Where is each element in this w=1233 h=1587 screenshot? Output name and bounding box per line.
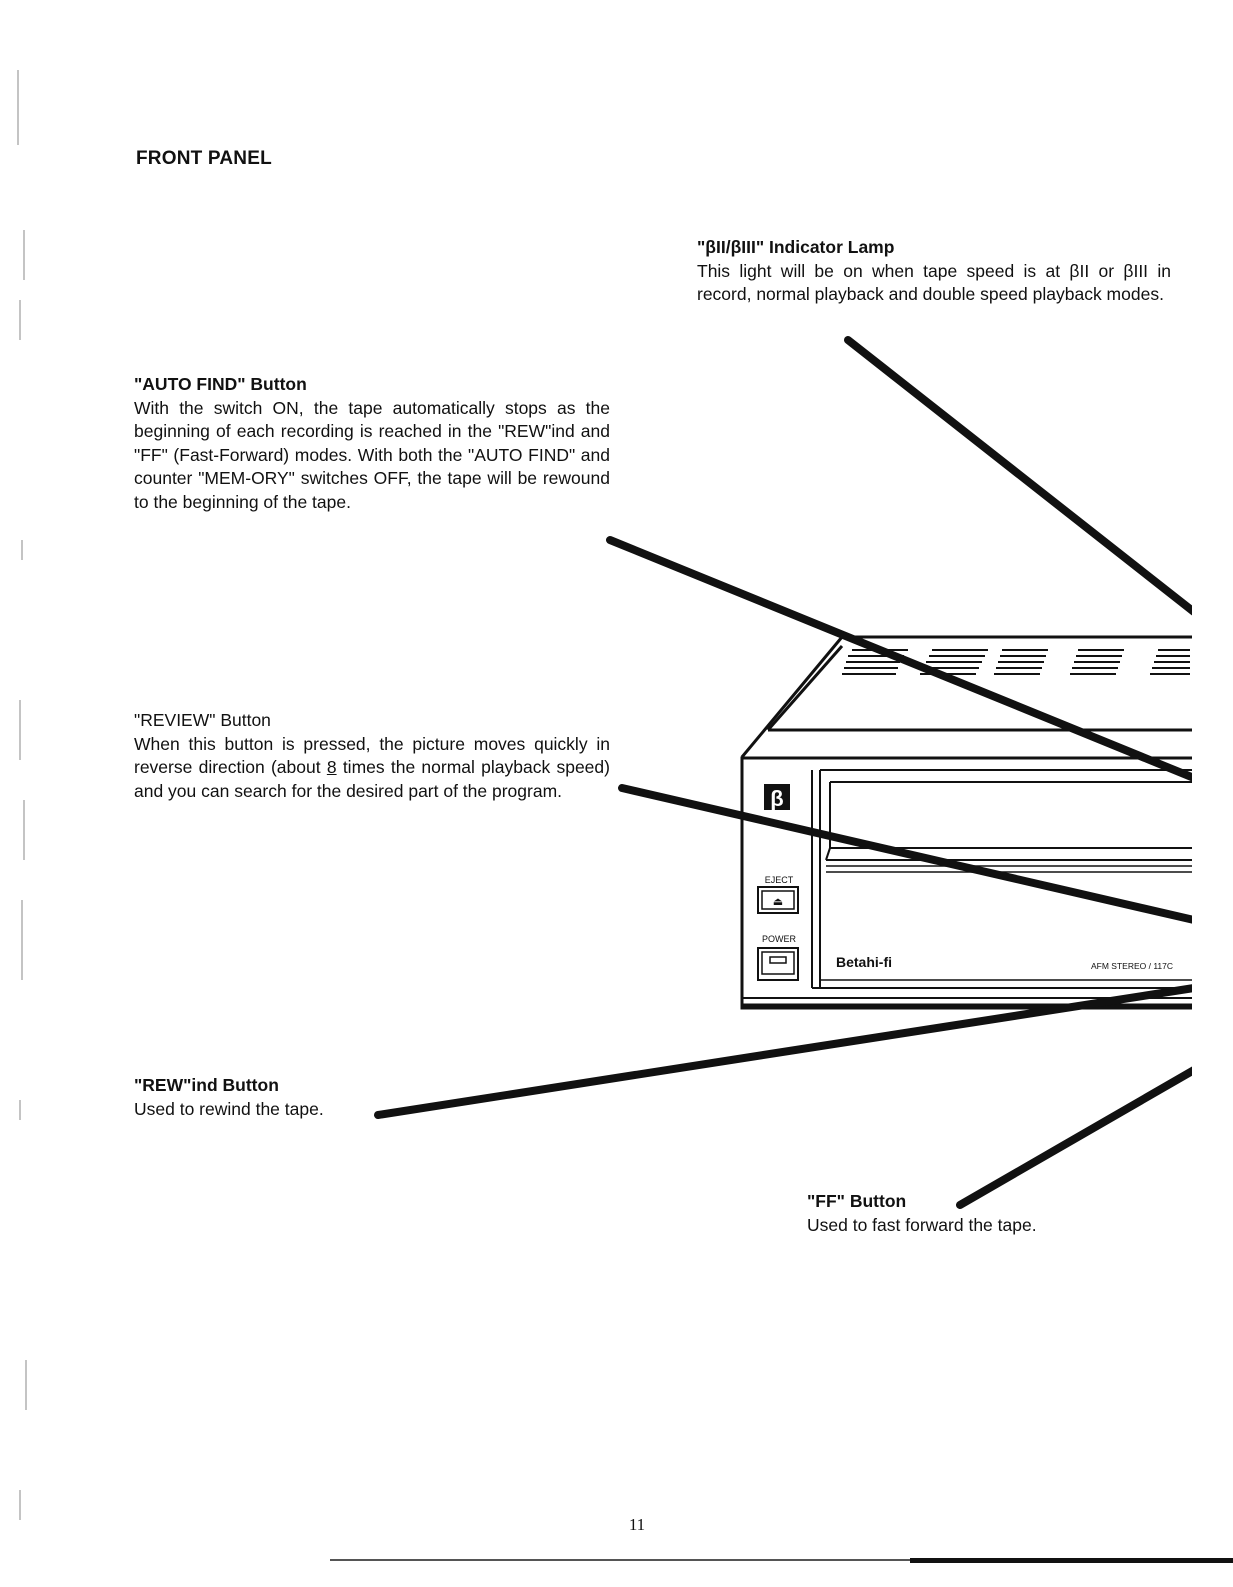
beta-logo <box>764 784 790 811</box>
cassette-slot <box>826 782 1233 872</box>
fast-forward-description: Used to fast forward the tape. <box>807 1214 1037 1235</box>
beta-indicator-description: This light will be on when tape speed is at βII or βIII in record, normal playback and double speed playback modes. <box>697 260 1171 304</box>
review-description-end: times the normal playback speed) and you can search for the desired part of the program. <box>134 757 610 801</box>
rewind-description: Used to rewind the tape. <box>134 1098 324 1119</box>
page-number: 11 <box>628 1515 646 1534</box>
model-label: AFM STEREO / 117C <box>1091 961 1174 971</box>
beta-logo-glyph: β <box>770 786 784 811</box>
leader-lines <box>378 340 1194 1205</box>
power-label: POWER <box>761 934 797 944</box>
fast-forward-title: "FF" Button <box>807 1191 907 1211</box>
vent-group-4 <box>1070 650 1124 674</box>
page-heading: FRONT PANEL <box>136 148 272 169</box>
review-title: "REVIEW" Button <box>134 710 271 730</box>
beta-indicator-title: "βII/βIII" Indicator Lamp <box>697 237 895 257</box>
betahifi-brand: Betahi-fi <box>836 954 892 970</box>
vent-group-3 <box>994 650 1048 674</box>
eject-symbol: ⏏ <box>772 896 784 908</box>
rewind-title: "REW"ind Button <box>134 1075 279 1095</box>
auto-find-title: "AUTO FIND" Button <box>134 374 307 394</box>
eject-label: EJECT <box>764 875 794 885</box>
scan-margin-marks <box>18 70 26 1520</box>
power-button <box>758 934 798 980</box>
auto-find-description: With the switch ON, the tape automatically stops as the beginning of each recording is reached in the "REW"ind and "FF" (Fast-Forward) modes. With both the "AUTO FIND" and counter "MEM-ORY" switches OFF, the tape will be rewound to the beginning of the tape. <box>134 397 610 512</box>
leader-line-auto-find <box>610 540 1194 778</box>
leader-line-review <box>622 788 1194 920</box>
leader-line-fast-forward <box>960 1070 1194 1205</box>
review-speed-value: 8 <box>326 757 337 777</box>
bottom-rule <box>330 1559 910 1561</box>
eject-button <box>758 875 798 913</box>
vent-group-5 <box>1150 650 1190 674</box>
page-right-crop <box>1192 0 1233 1587</box>
review-description-start: When this button is pressed, the picture moves quickly in reverse direction (about <box>134 733 610 777</box>
leader-line-beta-indicator <box>848 340 1194 612</box>
bottom-rule-thick <box>910 1558 1233 1563</box>
